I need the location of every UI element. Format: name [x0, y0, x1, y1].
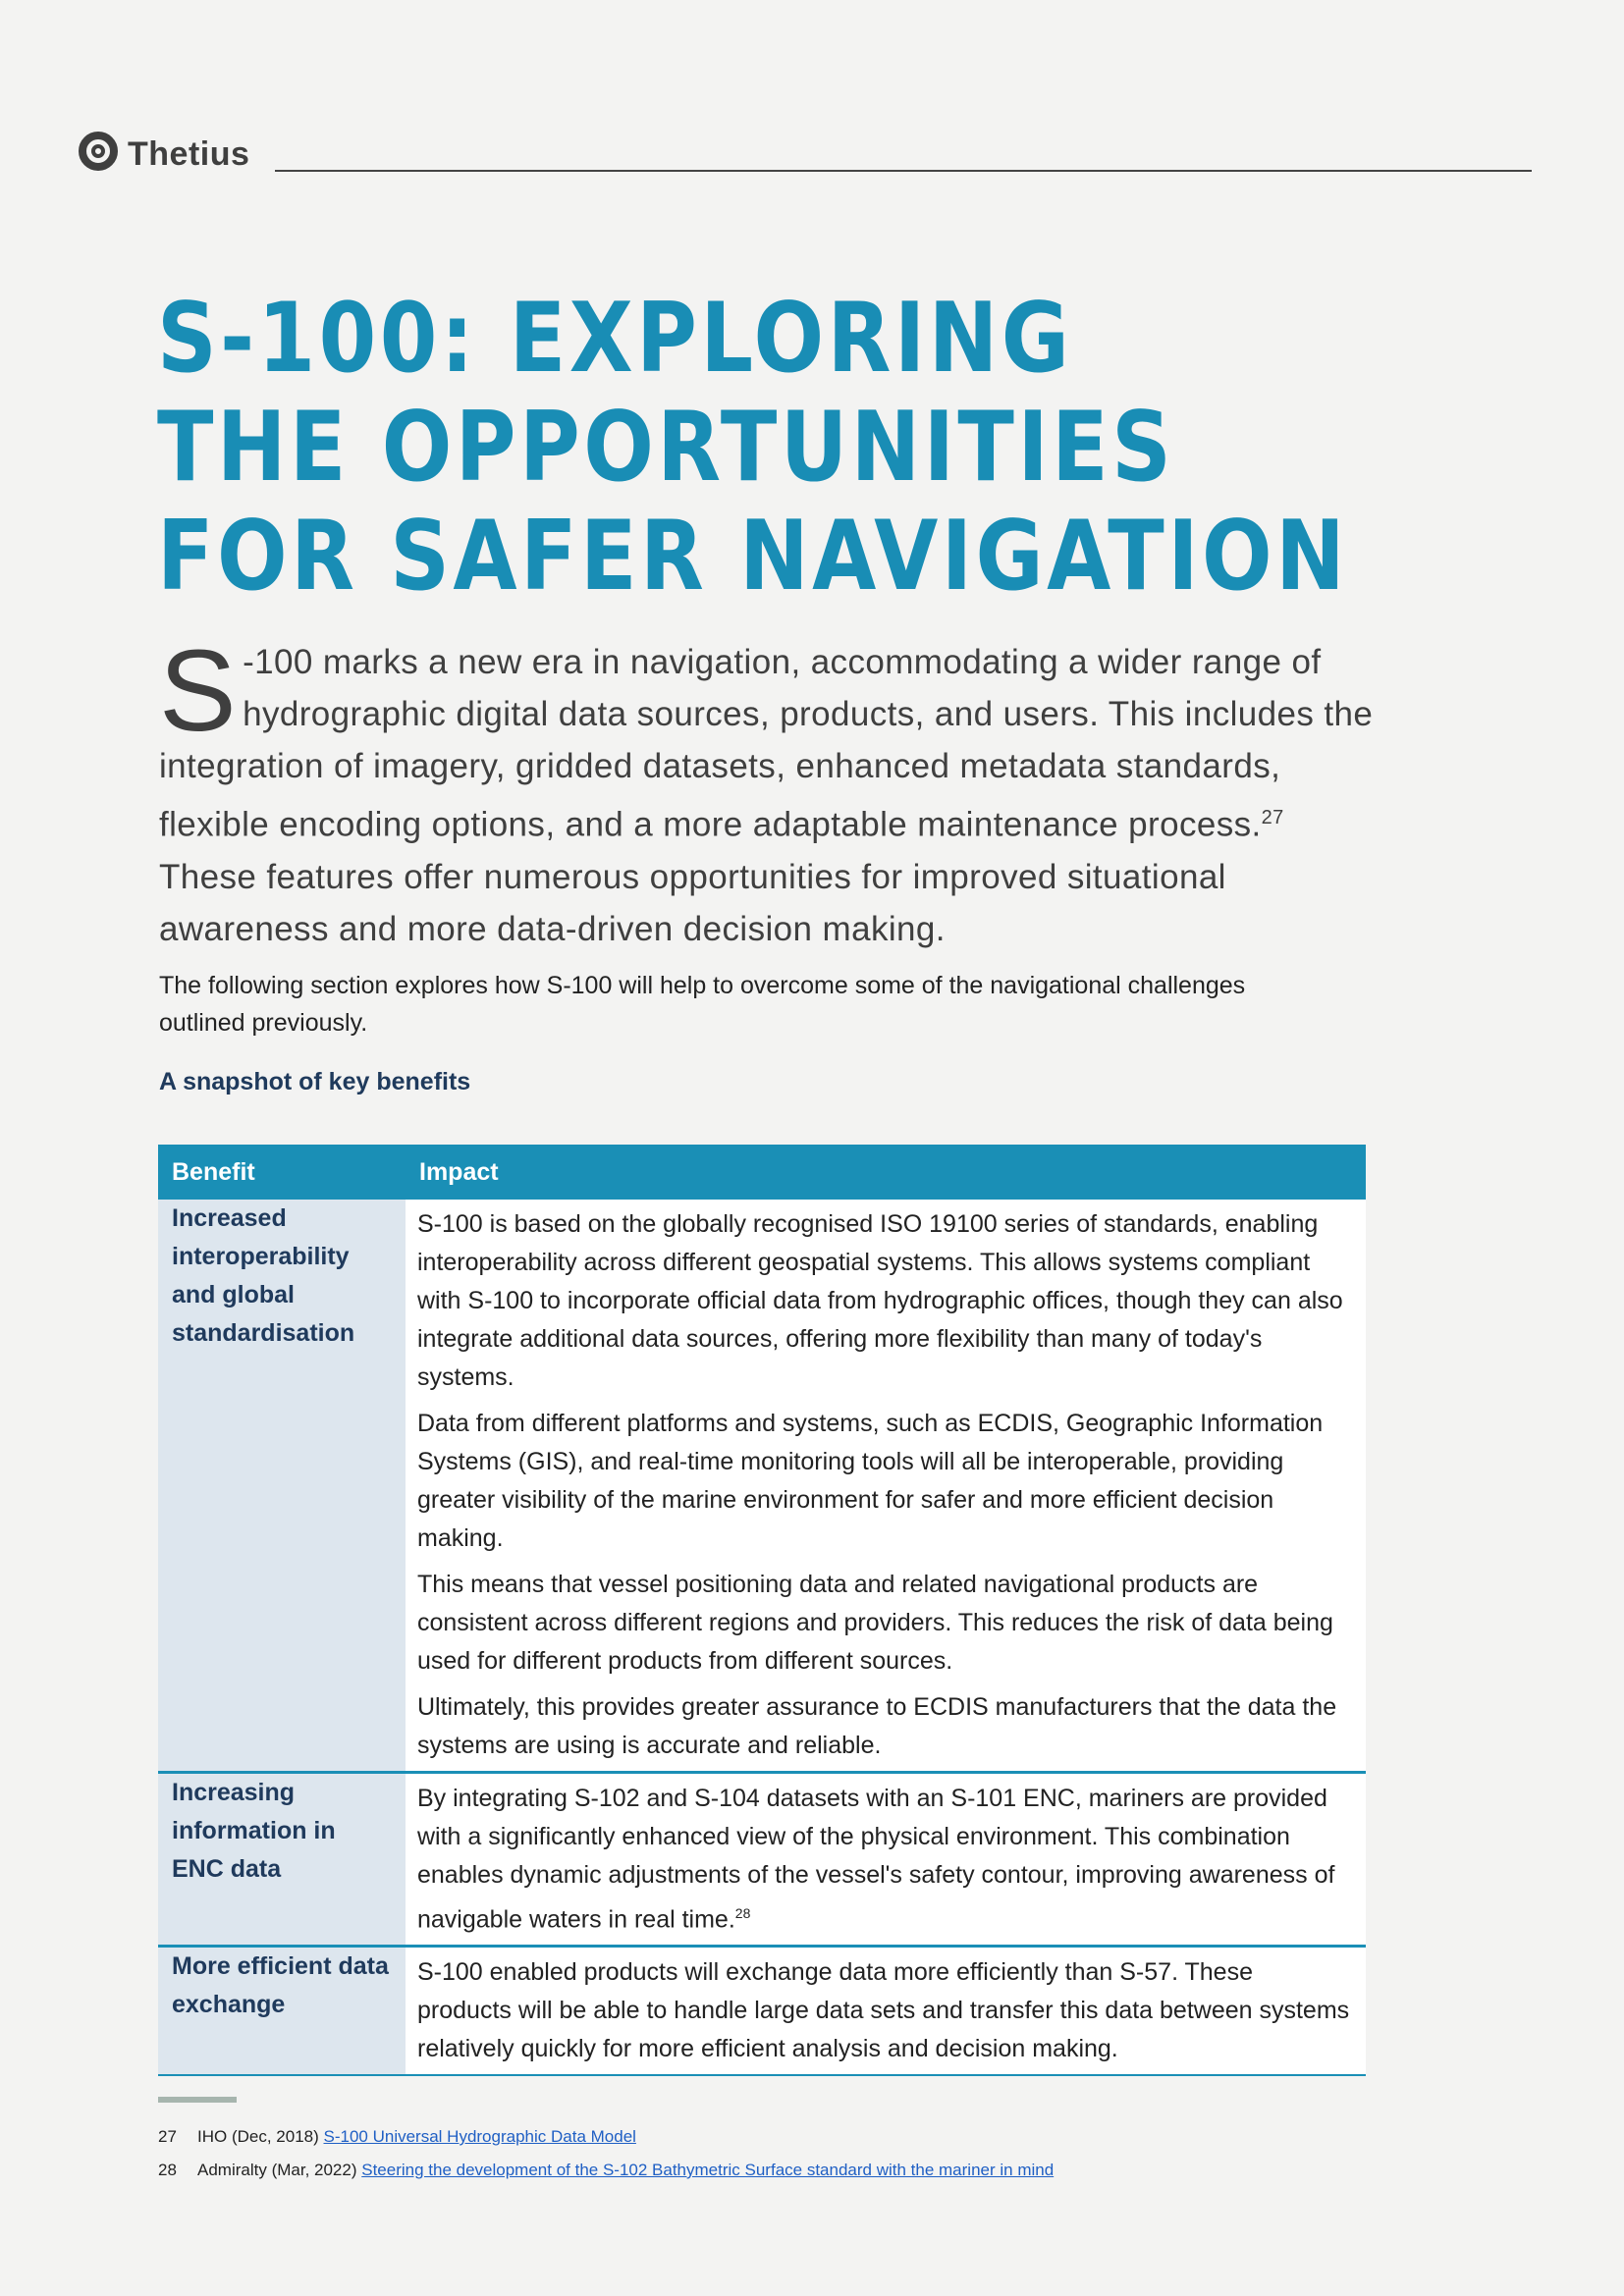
- footnote-number: 27: [158, 2127, 177, 2146]
- thetius-logo: [79, 128, 249, 174]
- impact-paragraph: S-100 is based on the globally recognised ISO 19100 series of standards, enabling interoperability across different geospatial systems. This allows systems compliant with S-100 to incorporate official data from hydrographic offices, though they can also integrate additional data sources, offering more flexibility than many of today's systems.: [417, 1210, 1343, 1391]
- footnotes: [158, 2120, 1054, 2187]
- impact-paragraph: S-100 enabled products will exchange data more efficiently than S-57. These products will be able to handle large data sets and transfer this data between systems relatively quickly for more efficient analysis and decision making.: [417, 1958, 1350, 2063]
- header-divider: [275, 170, 1532, 172]
- table-row: [158, 1200, 1366, 1773]
- footnote-ref[interactable]: 27: [1261, 807, 1284, 828]
- table-header-row: [158, 1145, 1366, 1200]
- column-header-benefit: Benefit: [158, 1145, 406, 1200]
- brand-name: Thetius: [128, 135, 250, 173]
- impact-paragraph: Data from different platforms and systems, such as ECDIS, Geographic Information Systems (GIS), and real-time monitoring tools will all be interoperable, providing greater visibility of the marine environment for safer and more efficient decision making.: [417, 1410, 1324, 1552]
- title-line: S-100: EXPLORING: [157, 283, 1073, 395]
- impact-paragraph: This means that vessel positioning data and related navigational products are consistent across different regions and providers. This reduces the risk of data being used for different products from different sources.: [417, 1571, 1333, 1675]
- drop-cap: S: [159, 626, 238, 756]
- title-line: FOR SAFER NAVIGATION: [157, 501, 1349, 613]
- impact-text: By integrating S-102 and S-104 datasets with an S-101 ENC, mariners are provided with a significantly enhanced view of the physical environment. This combination enables dynamic adjustments of the vessel's safety contour, improving awareness of navigable waters in real time.: [417, 1785, 1335, 1934]
- footnote-link[interactable]: Steering the development of the S-102 Bathymetric Surface standard with the mariner in mind: [361, 2161, 1055, 2179]
- footnote: [158, 2154, 1054, 2187]
- benefit-cell: More efficient data exchange: [158, 1947, 406, 2076]
- intro-text: -100 marks a new era in navigation, accommodating a wider range of hydrographic digital data sources, products, and users. This includes the integration of imagery, gridded datasets, enhanced metadata standards, flexible encoding options, and a more adaptable maintenance process.: [159, 643, 1374, 844]
- footnote-ref[interactable]: 28: [734, 1905, 751, 1921]
- impact-paragraph: Ultimately, this provides greater assurance to ECDIS manufacturers that the data the systems are using is accurate and reliable.: [417, 1693, 1337, 1759]
- page-header: [79, 128, 1532, 187]
- benefits-table: [158, 1145, 1366, 2076]
- footnote-divider: [158, 2097, 237, 2103]
- impact-cell: [406, 1200, 1366, 1773]
- footnote-source: Admiralty (Mar, 2022): [197, 2161, 362, 2179]
- column-header-impact: Impact: [406, 1145, 1366, 1200]
- body-paragraph: The following section explores how S-100 will help to overcome some of the navigational challenges outlined previously.: [159, 972, 1246, 1037]
- benefit-cell: Increasing information in ENC data: [158, 1773, 406, 1947]
- footnote-source: IHO (Dec, 2018): [197, 2127, 324, 2146]
- impact-cell: [406, 1947, 1366, 2076]
- impact-cell: [406, 1773, 1366, 1947]
- table-row: [158, 1947, 1366, 2076]
- footnote-link[interactable]: S-100 Universal Hydrographic Data Model: [323, 2127, 636, 2146]
- footnote-number: 28: [158, 2161, 177, 2179]
- intro-text: These features offer numerous opportunities for improved situational awareness and more data-driven decision making.: [159, 857, 1226, 948]
- concentric-circle-logo-icon: [79, 132, 118, 171]
- table-row: [158, 1773, 1366, 1947]
- intro-paragraph: [159, 626, 1386, 955]
- footnote: [158, 2120, 1054, 2154]
- benefit-cell: Increased interoperability and global standardisation: [158, 1200, 406, 1773]
- page-title: [157, 285, 1348, 612]
- title-line: THE OPPORTUNITIES: [157, 392, 1175, 504]
- table-caption: A snapshot of key benefits: [159, 1068, 471, 1095]
- impact-paragraph: [417, 1780, 1352, 1939]
